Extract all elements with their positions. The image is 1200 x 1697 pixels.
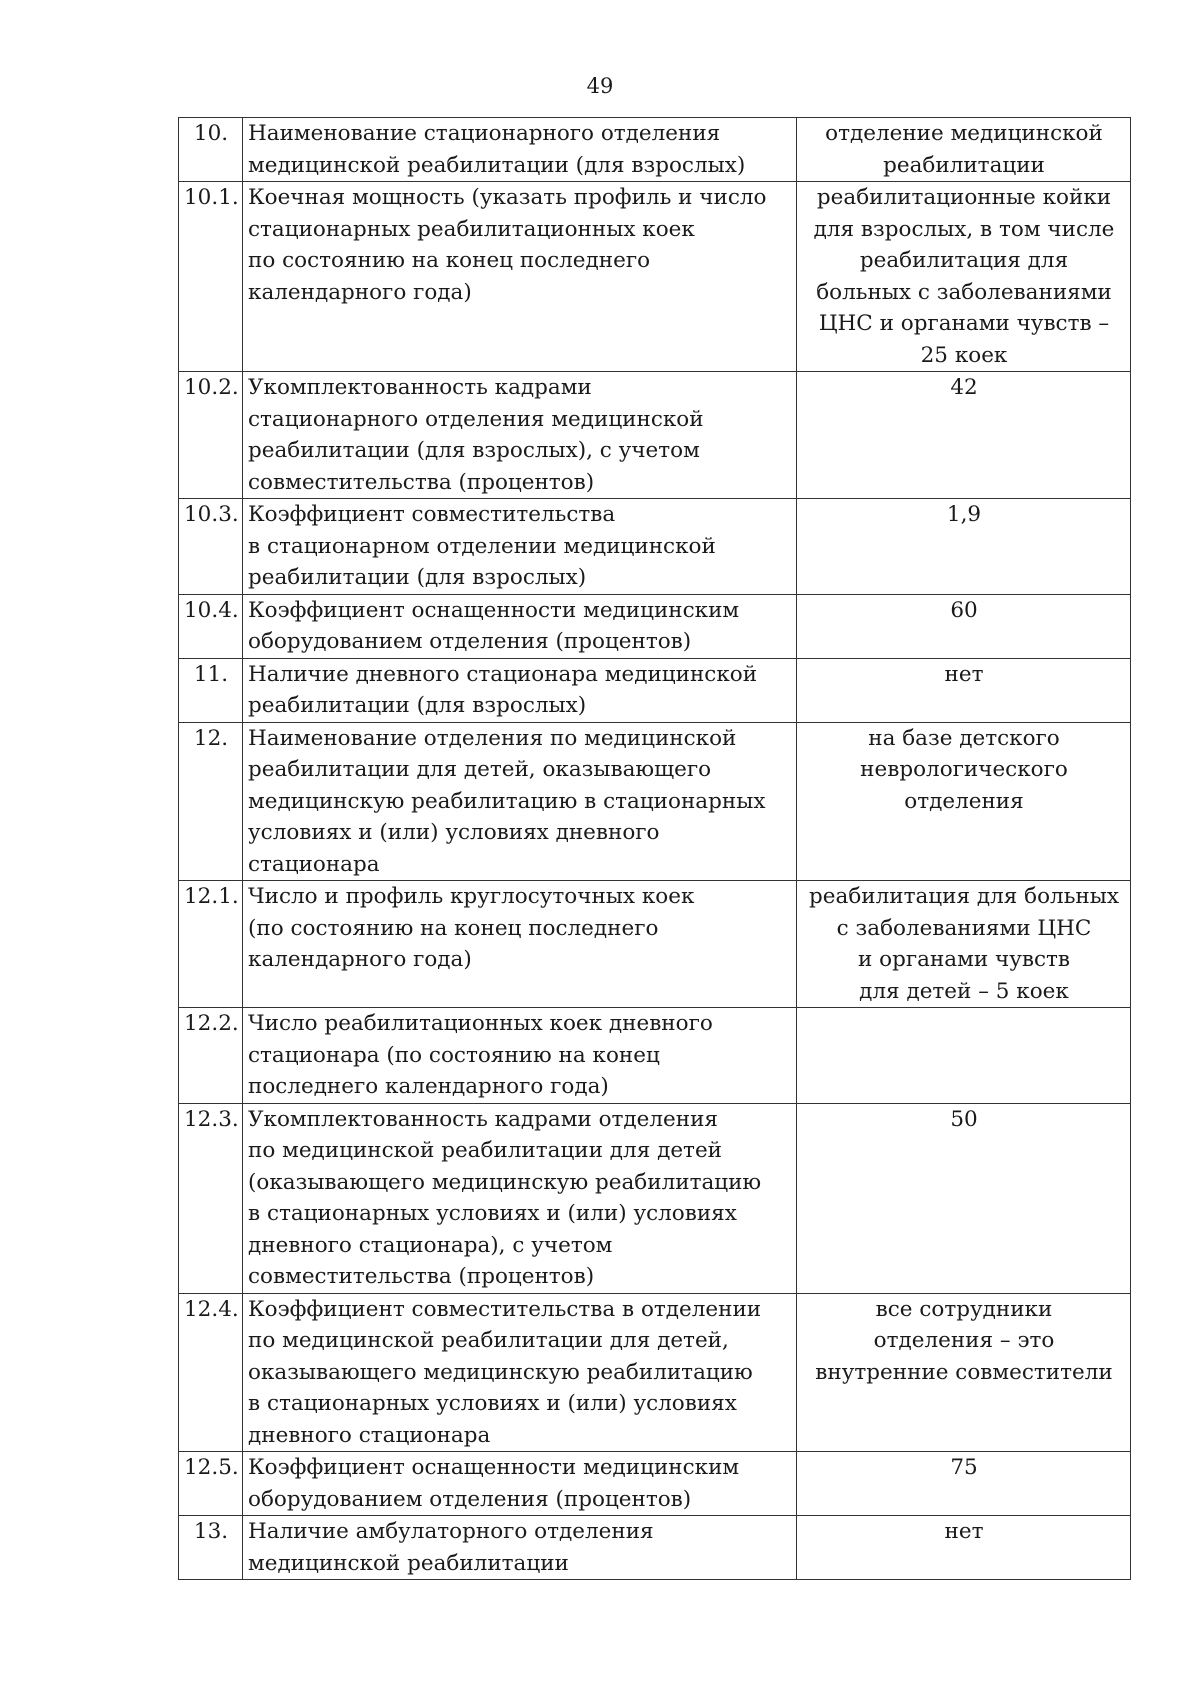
row-value [797, 182, 1131, 372]
table-row [179, 594, 1131, 658]
table-row [179, 372, 1131, 499]
row-number: 10.3. [179, 499, 243, 595]
table-row [179, 1293, 1131, 1452]
value-line: реабилитационные койки [816, 185, 1112, 210]
row-value [797, 1103, 1131, 1293]
value-line: для детей – 5 коек [859, 978, 1069, 1004]
row-number: 10.2. [179, 372, 243, 499]
description-line: совместительства (процентов) [248, 1264, 595, 1289]
table-row [179, 658, 1131, 722]
value-line: на базе детского [868, 725, 1060, 751]
row-description [243, 1452, 797, 1516]
table-row [179, 118, 1131, 182]
row-number: 10.1. [179, 182, 243, 372]
row-value [797, 658, 1131, 722]
row-number: 10.4. [179, 594, 243, 658]
row-number: 12.5. [179, 1452, 243, 1516]
row-value [797, 118, 1131, 182]
row-number: 12.4. [179, 1293, 243, 1452]
description-line: (оказывающего медицинскую реабилитацию [248, 1169, 762, 1195]
table-row [179, 1516, 1131, 1580]
description-line: Наличие амбулаторного отделения [248, 1519, 654, 1544]
description-line: дневного стационара [248, 1422, 491, 1448]
description-line: дневного стационара), с учетом [248, 1232, 613, 1258]
description-line: оборудованием отделения (процентов) [248, 629, 692, 654]
row-number: 12.2. [179, 1008, 243, 1104]
row-value [797, 372, 1131, 499]
row-value [797, 1293, 1131, 1452]
description-line: Коэффициент оснащенности медицинским [248, 1455, 740, 1480]
value-line: реабилитации [883, 152, 1045, 178]
description-line: реабилитации для детей, оказывающего [248, 757, 712, 782]
value-line: реабилитация для больных [809, 884, 1119, 909]
description-line: в стационарных условиях и (или) условиях [248, 1201, 737, 1226]
table-row [179, 1008, 1131, 1104]
row-number: 12.3. [179, 1103, 243, 1293]
report-table-body [179, 118, 1131, 1580]
value-line: и органами чувств [858, 947, 1070, 972]
description-line: по медицинской реабилитации для детей [248, 1138, 722, 1163]
row-description [243, 594, 797, 658]
row-number: 12. [179, 722, 243, 881]
description-line: календарного года) [248, 947, 472, 972]
row-value [797, 1516, 1131, 1580]
row-description [243, 1516, 797, 1580]
row-description [243, 182, 797, 372]
row-number: 12.1. [179, 881, 243, 1008]
table-row [179, 1103, 1131, 1293]
description-line: Коечная мощность (указать профиль и число [248, 185, 767, 210]
row-value [797, 499, 1131, 595]
row-description [243, 118, 797, 182]
value-line: внутренние совместители [815, 1359, 1113, 1385]
description-line: Наименование стационарного отделения [248, 121, 721, 146]
value-line: 75 [950, 1455, 978, 1480]
description-line: Число реабилитационных коек дневного [248, 1011, 713, 1036]
description-line: совместительства (процентов) [248, 469, 595, 495]
row-description [243, 372, 797, 499]
description-line: оборудованием отделения (процентов) [248, 1486, 692, 1512]
table-row [179, 499, 1131, 595]
row-value [797, 1452, 1131, 1516]
description-line: Коэффициент совместительства в отделении [248, 1296, 762, 1322]
description-line: Коэффициент совместительства [248, 502, 616, 527]
value-line: 60 [950, 597, 978, 623]
value-line: отделения [904, 788, 1024, 814]
value-line: все сотрудники [875, 1296, 1053, 1322]
value-line: 25 коек [920, 342, 1008, 368]
description-line: Наименование отделения по медицинской [248, 725, 737, 751]
description-line: оказывающего медицинскую реабилитацию [248, 1359, 753, 1385]
description-line: Наличие дневного стационара медицинской [248, 661, 758, 687]
description-line: Укомплектованность кадрами [248, 375, 592, 400]
report-table [178, 117, 1131, 1580]
row-description [243, 1103, 797, 1293]
value-line: ЦНС и органами чувств – [818, 311, 1110, 336]
value-line: 50 [950, 1106, 978, 1132]
row-value [797, 1008, 1131, 1104]
value-line: неврологического [860, 757, 1068, 782]
description-line: медицинской реабилитации [248, 1550, 569, 1576]
description-line: (по состоянию на конец последнего [248, 915, 659, 941]
description-line: реабилитации (для взрослых), с учетом [248, 438, 700, 463]
page-number: 49 [586, 74, 614, 98]
description-line: в стационарном отделении медицинской [248, 533, 716, 559]
row-description [243, 881, 797, 1008]
description-line: медицинскую реабилитацию в стационарных [248, 788, 766, 814]
description-line: реабилитации (для взрослых) [248, 565, 587, 590]
description-line: Укомплектованность кадрами отделения [248, 1106, 718, 1132]
description-line: по состоянию на конец последнего [248, 248, 651, 273]
value-line: нет [944, 1519, 984, 1544]
value-line: больных с заболеваниями [816, 279, 1112, 305]
description-line: Число и профиль круглосуточных коек [248, 884, 695, 909]
table-row [179, 182, 1131, 372]
value-line: с заболеваниями ЦНС [836, 915, 1092, 941]
row-description [243, 722, 797, 881]
row-description [243, 499, 797, 595]
row-number: 11. [179, 658, 243, 722]
value-line: отделение медицинской [825, 121, 1103, 146]
description-line: стационарного отделения медицинской [248, 406, 704, 432]
table-row [179, 881, 1131, 1008]
value-line: 1,9 [946, 502, 982, 527]
description-line: календарного года) [248, 279, 472, 305]
description-line: стационара (по состоянию на конец [248, 1042, 660, 1068]
description-line: Коэффициент оснащенности медицинским [248, 597, 740, 623]
row-description [243, 1293, 797, 1452]
row-description [243, 1008, 797, 1104]
value-line: нет [944, 661, 984, 687]
description-line: медицинской реабилитации (для взрослых) [248, 152, 746, 178]
description-line: по медицинской реабилитации для детей, [248, 1328, 729, 1353]
value-line: реабилитация для [859, 248, 1069, 273]
row-description [243, 658, 797, 722]
row-number: 13. [179, 1516, 243, 1580]
description-line: реабилитации (для взрослых) [248, 693, 587, 718]
row-value [797, 722, 1131, 881]
description-line: условиях и (или) условиях дневного [248, 820, 660, 845]
value-line: для взрослых, в том числе [813, 216, 1115, 242]
value-line: отделения – это [873, 1328, 1055, 1353]
description-line: в стационарных условиях и (или) условиях [248, 1391, 737, 1416]
table-row [179, 722, 1131, 881]
description-line: последнего календарного года) [248, 1074, 609, 1099]
description-line: стационара [248, 851, 380, 877]
row-number: 10. [179, 118, 243, 182]
row-value [797, 594, 1131, 658]
description-line: стационарных реабилитационных коек [248, 216, 695, 242]
row-value [797, 881, 1131, 1008]
value-line: 42 [950, 375, 978, 400]
table-row [179, 1452, 1131, 1516]
